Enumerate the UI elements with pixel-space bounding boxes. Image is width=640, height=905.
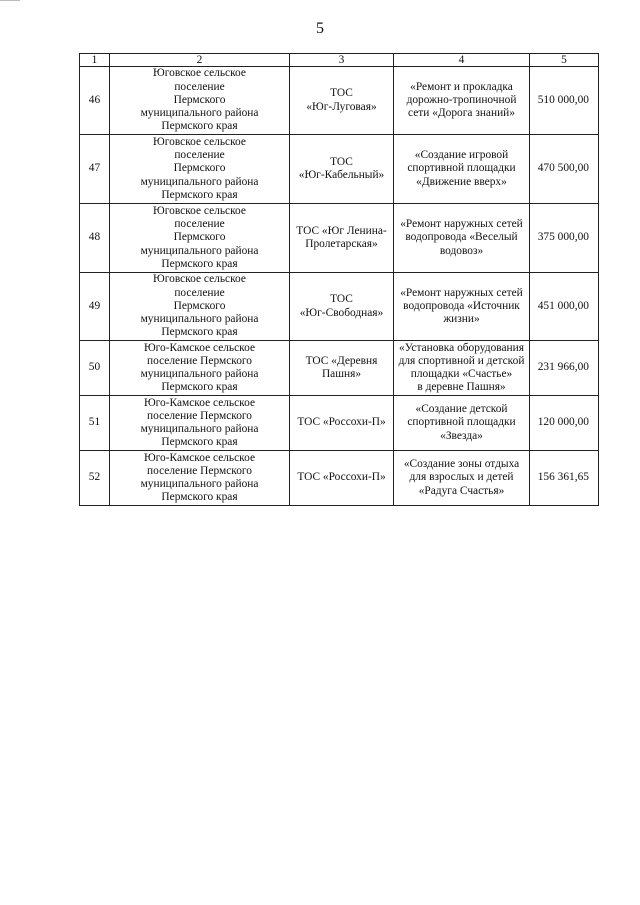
project-cell: «Ремонт наружных сетей водопровода «Веселый водовоз» bbox=[394, 204, 530, 273]
column-header: 1 bbox=[80, 54, 110, 67]
tos-cell: ТОС «Юг-Кабельный» bbox=[290, 135, 394, 204]
tos-cell: ТОС «Деревня Пашня» bbox=[290, 341, 394, 396]
amount-cell: 231 966,00 bbox=[530, 341, 599, 396]
amount-cell: 510 000,00 bbox=[530, 67, 599, 135]
grant-table bbox=[79, 53, 599, 506]
table-row bbox=[80, 273, 599, 341]
tos-cell: ТОС «Россохи-П» bbox=[290, 396, 394, 451]
project-cell: «Создание детской спортивной площадки «Звезда» bbox=[394, 396, 530, 451]
row-number: 47 bbox=[80, 135, 110, 204]
amount-cell: 451 000,00 bbox=[530, 273, 599, 341]
amount-cell: 375 000,00 bbox=[530, 204, 599, 273]
tos-cell: ТОС «Юг-Луговая» bbox=[290, 67, 394, 135]
column-number-row bbox=[80, 54, 599, 67]
tos-cell: ТОС «Юг Ленина- Пролетарская» bbox=[290, 204, 394, 273]
project-cell: «Создание зоны отдыха для взрослых и детей «Радуга Счастья» bbox=[394, 451, 530, 506]
project-cell: «Установка оборудования для спортивной и детской площадки «Счастье» в деревне Пашня» bbox=[394, 341, 530, 396]
column-header: 2 bbox=[110, 54, 290, 67]
tos-cell: ТОС «Россохи-П» bbox=[290, 451, 394, 506]
row-number: 49 bbox=[80, 273, 110, 341]
row-number: 51 bbox=[80, 396, 110, 451]
municipality-cell: Юговское сельское поселение Пермского муниципального района Пермского края bbox=[110, 273, 290, 341]
amount-cell: 470 500,00 bbox=[530, 135, 599, 204]
column-header: 4 bbox=[394, 54, 530, 67]
municipality-cell: Юго-Камское сельское поселение Пермского муниципального района Пермского края bbox=[110, 341, 290, 396]
table-row bbox=[80, 396, 599, 451]
row-number: 52 bbox=[80, 451, 110, 506]
municipality-cell: Юго-Камское сельское поселение Пермского муниципального района Пермского края bbox=[110, 451, 290, 506]
table-row bbox=[80, 135, 599, 204]
scan-corner-mark bbox=[0, 0, 20, 4]
row-number: 46 bbox=[80, 67, 110, 135]
table-row bbox=[80, 451, 599, 506]
municipality-cell: Юговское сельское поселение Пермского муниципального района Пермского края bbox=[110, 67, 290, 135]
table-row bbox=[80, 204, 599, 273]
municipality-cell: Юговское сельское поселение Пермского муниципального района Пермского края bbox=[110, 135, 290, 204]
tos-cell: ТОС «Юг-Свободная» bbox=[290, 273, 394, 341]
project-cell: «Ремонт наружных сетей водопровода «Источник жизни» bbox=[394, 273, 530, 341]
page-number: 5 bbox=[316, 20, 324, 37]
row-number: 50 bbox=[80, 341, 110, 396]
table-row bbox=[80, 341, 599, 396]
project-cell: «Создание игровой спортивной площадки «Движение вверх» bbox=[394, 135, 530, 204]
row-number: 48 bbox=[80, 204, 110, 273]
municipality-cell: Юго-Камское сельское поселение Пермского муниципального района Пермского края bbox=[110, 396, 290, 451]
amount-cell: 156 361,65 bbox=[530, 451, 599, 506]
column-header: 5 bbox=[530, 54, 599, 67]
municipality-cell: Юговское сельское поселение Пермского муниципального района Пермского края bbox=[110, 204, 290, 273]
amount-cell: 120 000,00 bbox=[530, 396, 599, 451]
table-row bbox=[80, 67, 599, 135]
project-cell: «Ремонт и прокладка дорожно-тропиночной сети «Дорога знаний» bbox=[394, 67, 530, 135]
column-header: 3 bbox=[290, 54, 394, 67]
